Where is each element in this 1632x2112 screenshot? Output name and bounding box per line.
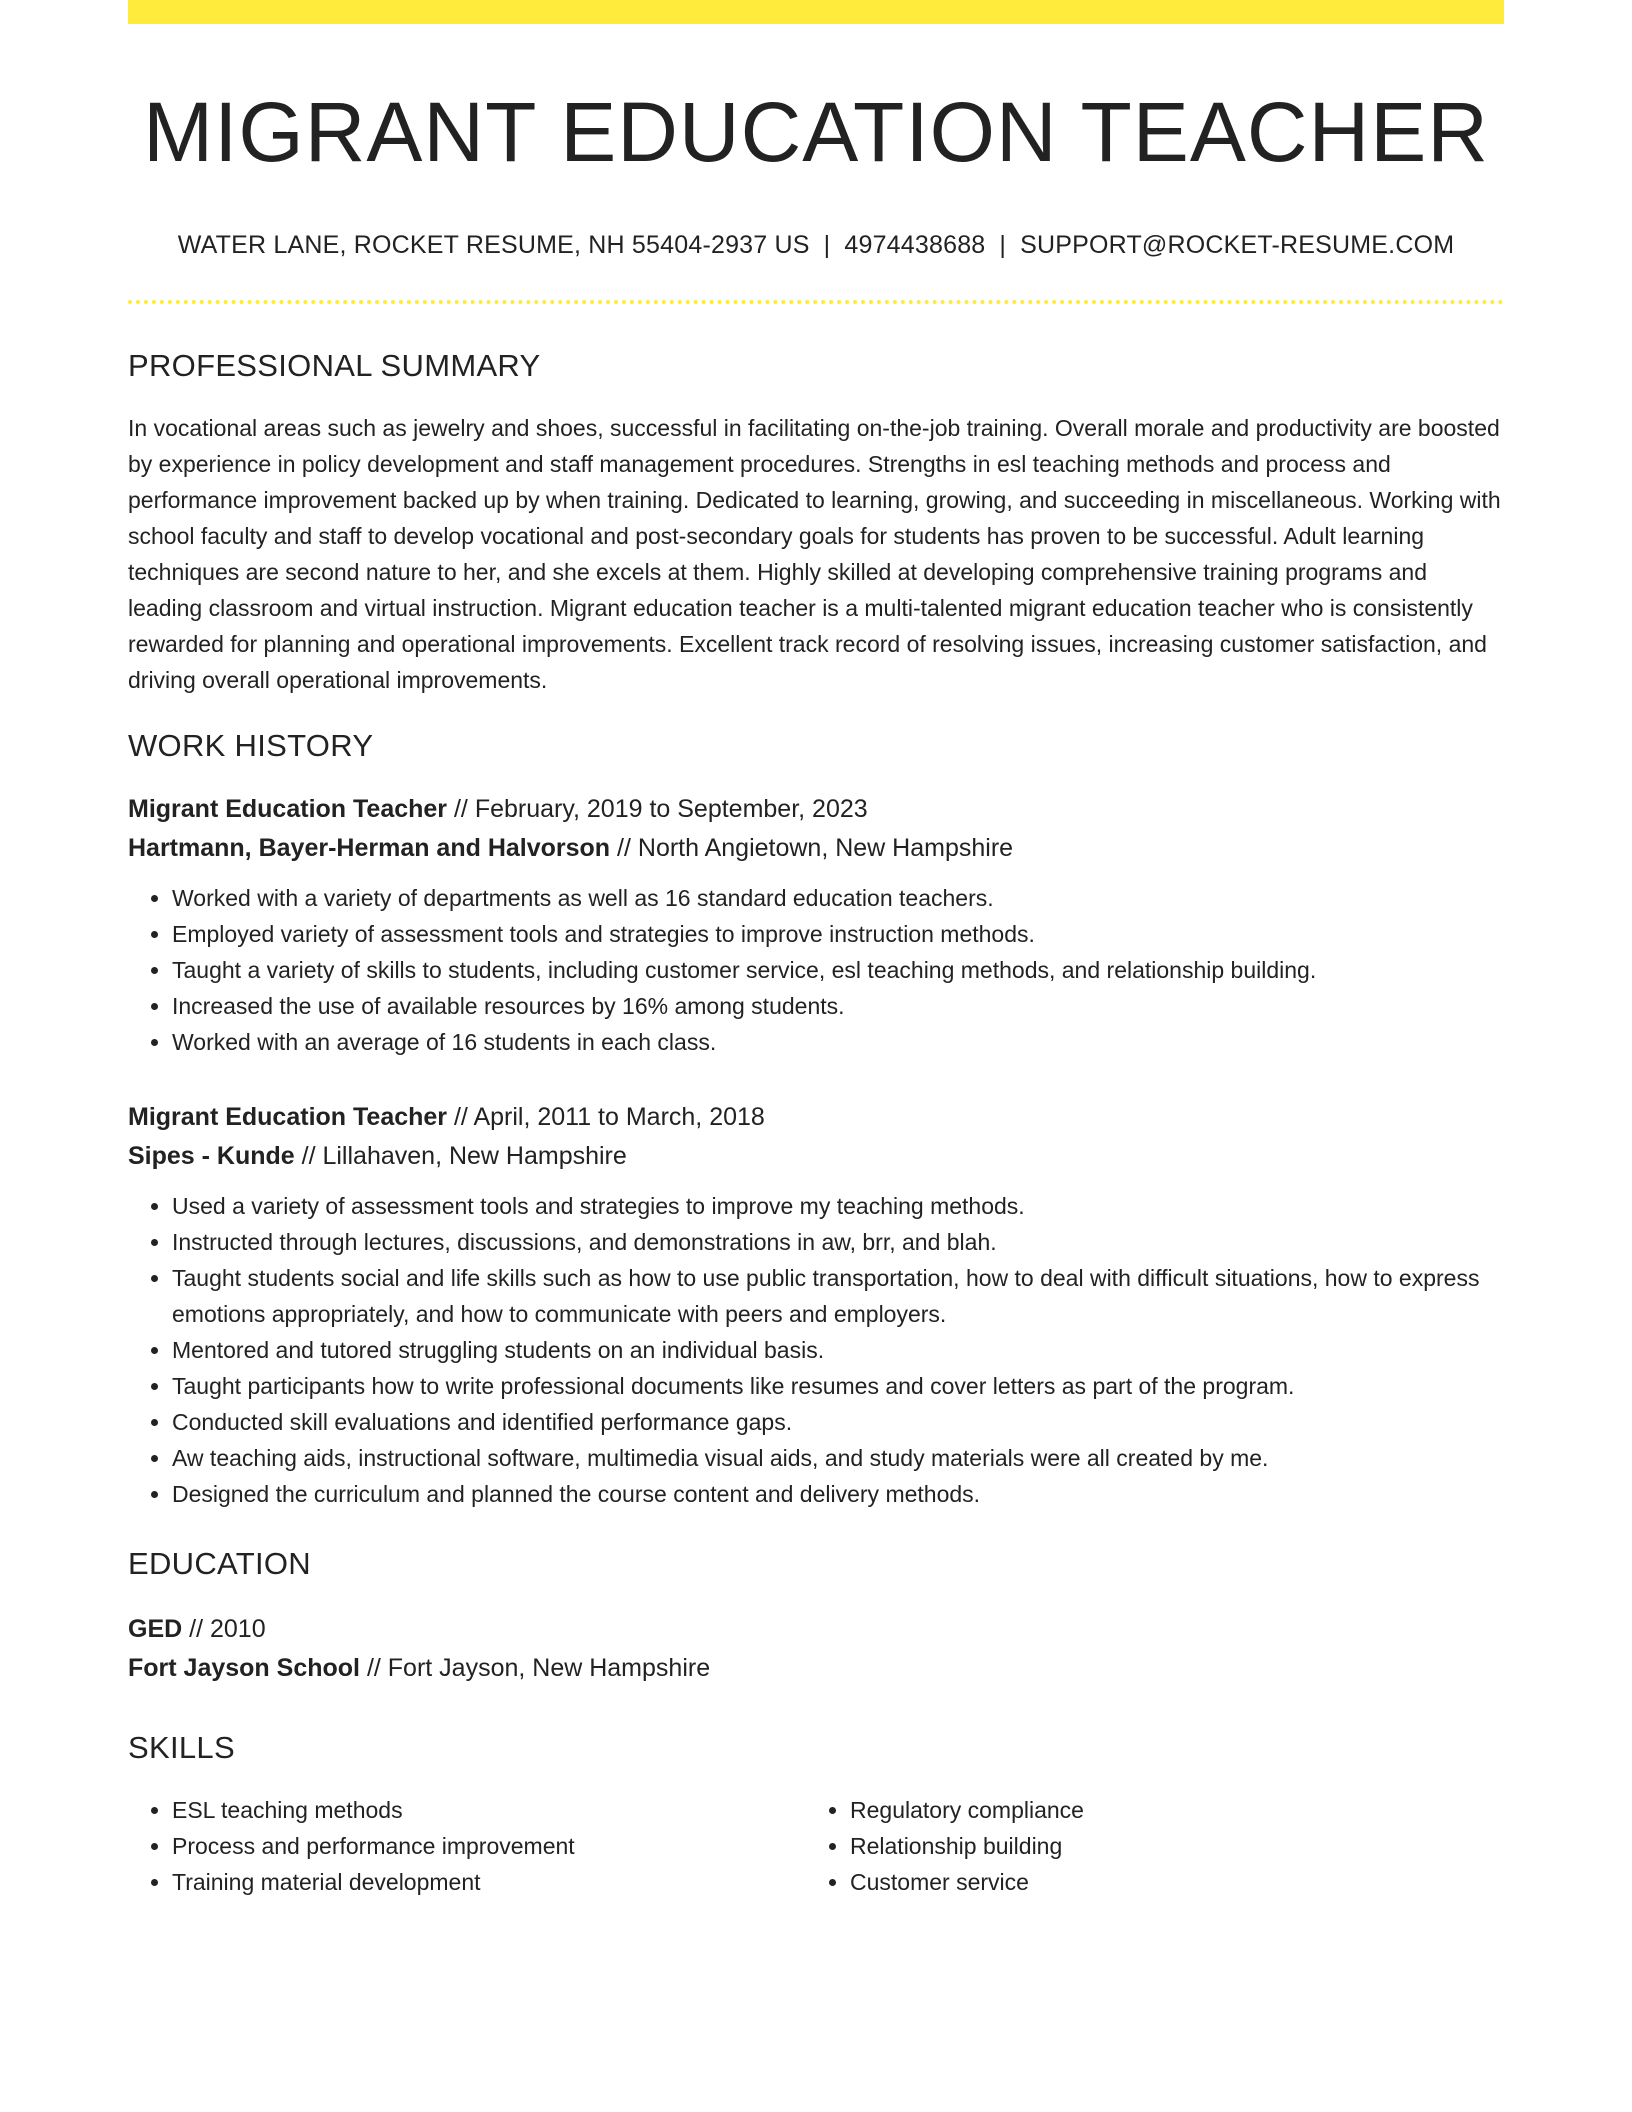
list-item: • Regulatory compliance xyxy=(850,1792,1450,1828)
list-item: • Customer service xyxy=(850,1864,1450,1900)
job-bullets xyxy=(128,1188,1504,1512)
contact-separator: | xyxy=(823,230,831,259)
list-item: • Increased the use of available resources by 16% among students. xyxy=(172,988,1504,1024)
job-dates: // February, 2019 to September, 2023 xyxy=(453,794,868,823)
education-degree: GED xyxy=(128,1614,183,1643)
work-history-heading: WORK HISTORY xyxy=(128,727,374,763)
list-item: • Training material development xyxy=(172,1864,772,1900)
skills-column-right xyxy=(806,1792,1450,1900)
list-item: • Process and performance improvement xyxy=(172,1828,772,1864)
resume-title: MIGRANT EDUCATION TEACHER xyxy=(143,85,1489,179)
list-item: • Designed the curriculum and planned the course content and delivery methods. xyxy=(172,1476,1504,1512)
list-item: • Used a variety of assessment tools and strategies to improve my teaching methods. xyxy=(172,1188,1504,1224)
job-role: Migrant Education Teacher xyxy=(128,1102,448,1131)
job-location: // Lillahaven, New Hampshire xyxy=(301,1141,627,1170)
skills-grid xyxy=(128,1792,1504,1900)
job-bullets xyxy=(128,880,1504,1060)
job-role-line xyxy=(128,1098,1504,1137)
job-company-line xyxy=(128,1137,1504,1176)
education-school-line xyxy=(128,1649,1504,1688)
resume-page xyxy=(128,0,1504,1900)
list-item: • Instructed through lectures, discussions, and demonstrations in aw, brr, and blah. xyxy=(172,1224,1504,1260)
contact-separator: | xyxy=(999,230,1007,259)
list-item: • Worked with a variety of departments as well as 16 standard education teachers. xyxy=(172,880,1504,916)
contact-address: WATER LANE, ROCKET RESUME, NH 55404-2937 US xyxy=(177,230,810,259)
job-role: Migrant Education Teacher xyxy=(128,794,448,823)
dotted-divider xyxy=(128,300,1504,304)
summary-heading: PROFESSIONAL SUMMARY xyxy=(128,347,541,383)
list-item: • Mentored and tutored struggling students on an individual basis. xyxy=(172,1332,1504,1368)
contact-line xyxy=(128,231,1504,260)
contact-email: SUPPORT@ROCKET-RESUME.COM xyxy=(1020,230,1455,259)
accent-top-bar xyxy=(128,0,1504,24)
education-degree-line xyxy=(128,1610,1504,1649)
job-entry xyxy=(128,1098,1504,1512)
job-dates: // April, 2011 to March, 2018 xyxy=(453,1102,765,1131)
list-item: • Worked with an average of 16 students in each class. xyxy=(172,1024,1504,1060)
list-item: • Employed variety of assessment tools and strategies to improve instruction methods. xyxy=(172,916,1504,952)
job-company: Sipes - Kunde xyxy=(128,1141,295,1170)
list-item: • Taught participants how to write professional documents like resumes and cover letters as part of the program. xyxy=(172,1368,1504,1404)
list-item: • Aw teaching aids, instructional software, multimedia visual aids, and study materials were all created by me. xyxy=(172,1440,1504,1476)
skills-column-left xyxy=(128,1792,772,1900)
list-item: • Conducted skill evaluations and identified performance gaps. xyxy=(172,1404,1504,1440)
job-company: Hartmann, Bayer-Herman and Halvorson xyxy=(128,833,611,862)
summary-text: In vocational areas such as jewelry and shoes, successful in facilitating on-the-job training. Overall morale and productivity are boosted by experience in policy development and staff management procedures. Strengths in esl teaching methods and process and performance improvement backed up by when training. Dedicated to learning, growing, and succeeding in miscellaneous. Working with school faculty and staff to develop vocational and post-secondary goals for students has proven to be successful. Adult learning techniques are second nature to her, and she excels at them. Highly skilled at developing comprehensive training programs and leading classroom and virtual instruction. Migrant education teacher is a multi-talented migrant education teacher who is consistently rewarded for planning and operational improvements. Excellent track record of resolving issues, increasing customer satisfaction, and driving overall operational improvements. xyxy=(128,414,1501,693)
list-item: • ESL teaching methods xyxy=(172,1792,772,1828)
education-school: Fort Jayson School xyxy=(128,1653,360,1682)
list-item: • Taught a variety of skills to students, including customer service, esl teaching methods, and relationship building. xyxy=(172,952,1504,988)
list-item: • Taught students social and life skills such as how to use public transportation, how to deal with difficult situations, how to express emotions appropriately, and how to communicate with peers and employers. xyxy=(172,1260,1504,1332)
education-year: // 2010 xyxy=(189,1614,266,1643)
skills-heading: SKILLS xyxy=(128,1729,235,1765)
job-location: // North Angietown, New Hampshire xyxy=(617,833,1014,862)
job-role-line xyxy=(128,790,1504,829)
job-company-line xyxy=(128,829,1504,868)
contact-phone: 4974438688 xyxy=(844,230,986,259)
education-heading: EDUCATION xyxy=(128,1545,311,1581)
job-entry xyxy=(128,790,1504,1060)
education-location: // Fort Jayson, New Hampshire xyxy=(366,1653,711,1682)
education-entry xyxy=(128,1610,1504,1688)
list-item: • Relationship building xyxy=(850,1828,1450,1864)
